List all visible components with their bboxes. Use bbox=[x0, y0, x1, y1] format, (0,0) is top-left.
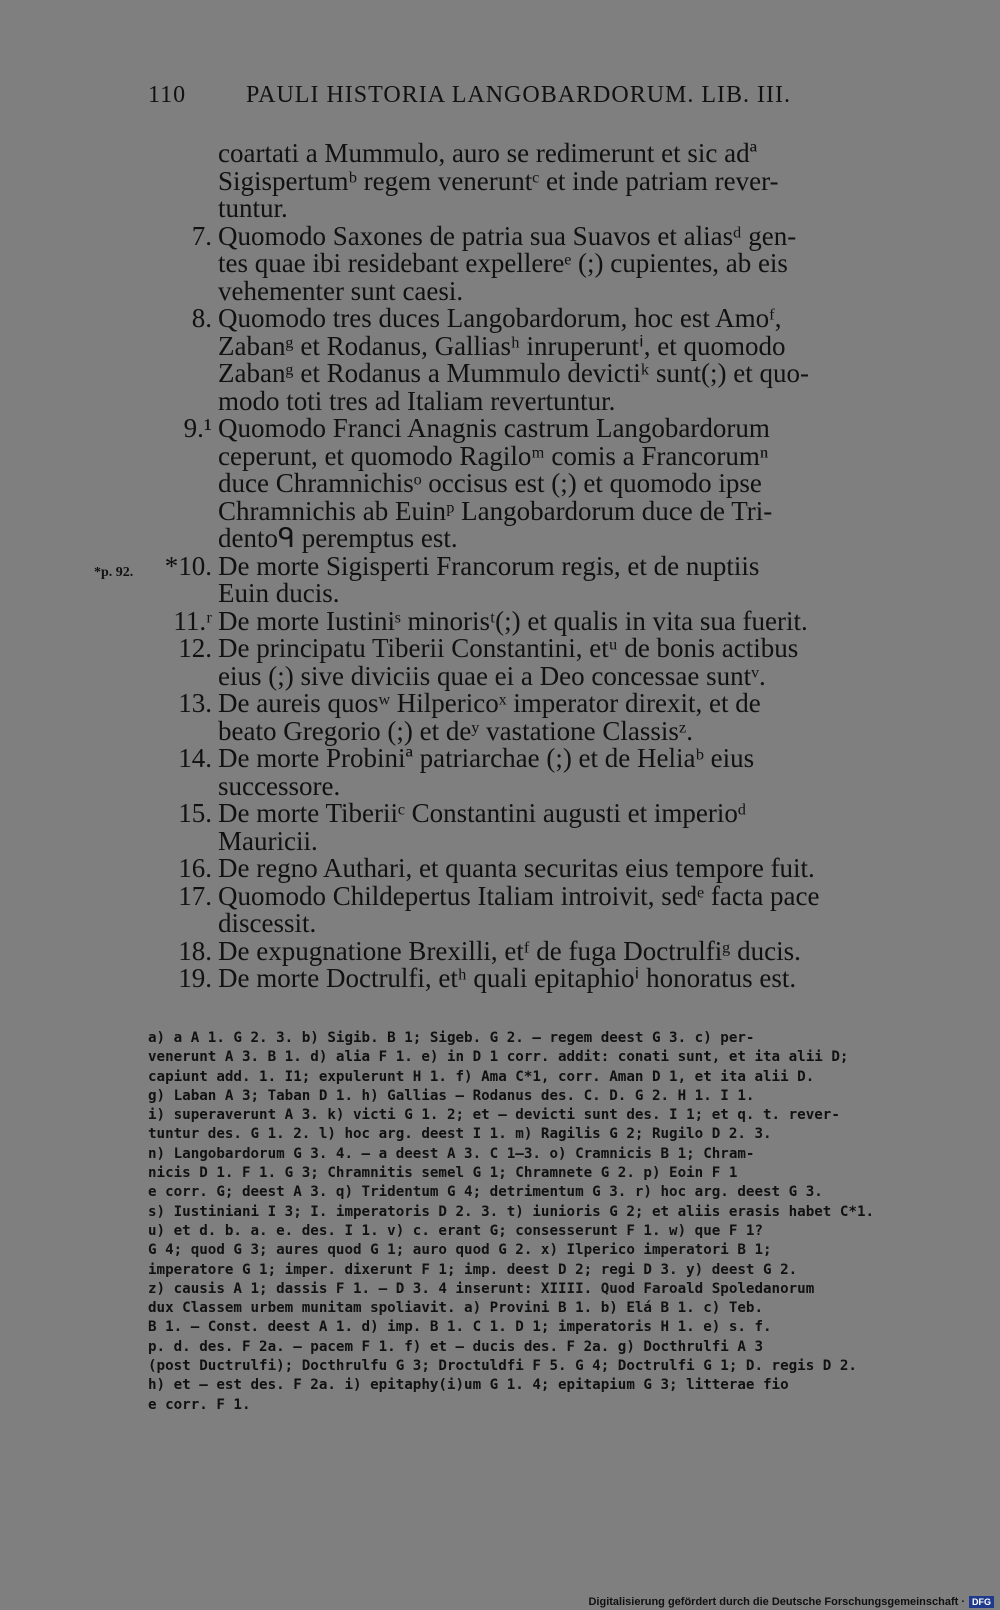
footnote-line: a) a A 1. G 2. 3. b) Sigib. B 1; Sigeb. G 2. — regem deest G 3. c) per- bbox=[148, 1030, 755, 1046]
chapter-text: Quomodo Saxones de patria sua Suavos et aliasᵈ gen- bbox=[218, 220, 797, 251]
chapter-text: coartati a Mummulo, auro se redimerunt et sic adª bbox=[218, 138, 758, 168]
chapter-number bbox=[150, 498, 218, 526]
chapter-number bbox=[150, 360, 218, 388]
footnote-line: e corr. G; deest A 3. q) Tridentum G 4; detrimentum G 3. r) hoc arg. deest G 3. bbox=[148, 1184, 823, 1201]
chapter-text: ceperunt, et quomodo Ragiloᵐ comis a Francorumⁿ bbox=[218, 440, 769, 471]
chapter-text: Quomodo Franci Anagnis castrum Langobardorum bbox=[218, 413, 770, 443]
chapter-text: De morte Tiberiiᶜ Constantini augusti et imperioᵈ bbox=[218, 798, 747, 828]
chapter-text: dentoᑫ peremptus est. bbox=[218, 523, 458, 553]
footnote-line: h) et — est des. F 2a. i) epitaphy(i)um G 1. 4; epitapium G 3; litterae fio bbox=[148, 1377, 789, 1394]
footnote-line: nicis D 1. F 1. G 3; Chramnitis semel G 1; Chramnete G 2. p) Eoin F 1 bbox=[148, 1165, 738, 1182]
chapter-text: De morte Probiniª patriarchae (;) et de Heliaᵇ eius bbox=[218, 743, 755, 773]
chapter-number: 15. bbox=[178, 798, 212, 828]
chapter-text: Sigispertumᵇ regem veneruntᶜ et inde patriam rever- bbox=[218, 165, 779, 196]
chapter-number: 14. bbox=[178, 743, 212, 773]
chapter-line bbox=[150, 360, 890, 388]
chapter-line bbox=[94, 550, 890, 581]
chapter-number bbox=[150, 388, 218, 416]
chapter-text: De morte Iustiniˢ minorisᵗ(;) et qualis in vita sua fuerit. bbox=[218, 605, 808, 636]
chapter-line bbox=[150, 825, 890, 856]
chapter-line bbox=[150, 745, 890, 773]
chapter-number: 17. bbox=[178, 880, 212, 911]
footnote-line: u) et d. b. a. e. des. I 1. v) c. erant G; consesserunt F 1. w) que F 1? bbox=[148, 1222, 763, 1239]
chapter-number bbox=[150, 195, 218, 223]
chapter-number bbox=[150, 525, 218, 553]
footnote-line: g) Laban A 3; Taban D 1. h) Gallias — Rodanus des. C. D. G 2. H 1. I 1. bbox=[148, 1087, 755, 1104]
chapter-line bbox=[150, 965, 890, 993]
chapter-line bbox=[150, 440, 890, 471]
chapter-number: 19. bbox=[178, 963, 212, 993]
footnote-line: dux Classem urbem munitam spoliavit. a) Provini B 1. b) Elá B 1. c) Teb. bbox=[148, 1300, 763, 1317]
chapter-text: modo toti tres ad Italiam revertuntur. bbox=[218, 385, 616, 416]
chapter-text: Mauricii. bbox=[218, 825, 318, 856]
chapter-line bbox=[150, 165, 890, 196]
chapter-number bbox=[150, 910, 218, 938]
chapter-line bbox=[150, 195, 890, 223]
chapter-text: vehementer sunt caesi. bbox=[218, 275, 464, 306]
chapter-text: De aureis quosʷ Hilpericoˣ imperator direxit, et de bbox=[218, 688, 761, 718]
chapter-line bbox=[150, 660, 890, 691]
chapter-number: 9.¹ bbox=[183, 413, 212, 443]
chapter-line bbox=[150, 415, 890, 443]
chapter-number: 7. bbox=[191, 220, 212, 251]
chapter-number: 11.ʳ bbox=[173, 605, 212, 636]
critical-apparatus bbox=[148, 1029, 886, 1415]
running-title: PAULI HISTORIA LANGOBARDORUM. LIB. III. bbox=[246, 82, 792, 108]
chapter-text: De expugnatione Brexilli, etᶠ de fuga Doctrulfiᵍ ducis. bbox=[218, 935, 801, 966]
footer-credit bbox=[588, 1596, 994, 1608]
chapter-line bbox=[150, 715, 890, 746]
chapter-number bbox=[150, 278, 218, 306]
chapter-number bbox=[150, 470, 218, 498]
footnote-line: n) Langobardorum G 3. 4. — a deest A 3. C 1—3. o) Cramnicis B 1; Chram- bbox=[148, 1145, 755, 1162]
chapter-text: Chramnichis ab Euinᵖ Langobardorum duce de Tri- bbox=[218, 495, 773, 526]
chapter-text: Quomodo tres duces Langobardorum, hoc est Amoᶠ, bbox=[218, 303, 782, 333]
chapter-text: beato Gregorio (;) et deʸ vastatione Classisᶻ. bbox=[218, 715, 694, 746]
chapter-line bbox=[150, 330, 890, 361]
footnote-line: (post Ductrulfi); Docthrulfu G 3; Droctuldfi F 5. G 4; Doctrulfi G 1; D. regis D 2. bbox=[148, 1358, 857, 1375]
funding-credit: Digitalisierung gefördert durch die Deutsche Forschungsgemeinschaft · bbox=[588, 1596, 965, 1608]
chapter-line bbox=[150, 800, 890, 828]
chapter-number bbox=[150, 443, 218, 471]
chapter-number: 16. bbox=[178, 853, 212, 883]
footnote-line: imperatore G 1; imper. dixerunt F 1; imp. deest D 2; regi D 3. y) deest G 2. bbox=[148, 1261, 798, 1278]
footnote-line: B 1. — Const. deest A 1. d) imp. B 1. C 1. D 1; imperatoris H 1. e) s. f. bbox=[148, 1319, 772, 1336]
chapter-number bbox=[150, 828, 218, 856]
chapter-text: tuntur. bbox=[218, 193, 288, 223]
chapter-number bbox=[150, 140, 218, 168]
chapter-number bbox=[150, 663, 218, 691]
chapter-line bbox=[150, 250, 890, 278]
chapter-number bbox=[150, 580, 218, 608]
chapter-text: Zabanᵍ et Rodanus a Mummulo devictiᵏ sunt(;) et quo- bbox=[218, 358, 810, 388]
chapter-line bbox=[150, 935, 890, 966]
chapter-line bbox=[150, 385, 890, 416]
chapter-line bbox=[150, 140, 890, 168]
chapter-line bbox=[150, 580, 890, 608]
chapter-list bbox=[94, 138, 890, 993]
chapter-line bbox=[150, 910, 890, 938]
chapter-text: duce Chramnichisᵒ occisus est (;) et quomodo ipse bbox=[218, 468, 762, 498]
chapter-text: Euin ducis. bbox=[218, 578, 340, 608]
chapter-line bbox=[150, 470, 890, 498]
footnote-line: tuntur des. G 1. 2. l) hoc arg. deest I 1. m) Ragilis G 2; Rugilo D 2. 3. bbox=[148, 1126, 772, 1143]
chapter-number bbox=[150, 250, 218, 278]
running-header bbox=[148, 82, 798, 109]
chapter-number bbox=[150, 168, 218, 196]
footnote-line: venerunt A 3. B 1. d) alia F 1. e) in D 1 corr. addit: conati sunt, et ita alii D; bbox=[148, 1049, 849, 1066]
chapter-number: 8. bbox=[191, 303, 212, 333]
chapter-line bbox=[150, 635, 890, 663]
chapter-number bbox=[150, 333, 218, 361]
chapter-text: eius (;) sive diviciis quae ei a Deo concessae suntᵛ. bbox=[218, 660, 766, 691]
chapter-line bbox=[150, 690, 890, 718]
chapter-line bbox=[150, 220, 890, 251]
chapter-line bbox=[150, 855, 890, 883]
chapter-line bbox=[150, 305, 890, 333]
dfg-logo: DFG bbox=[969, 1596, 994, 1608]
chapter-text: tes quae ibi residebant expellereᵉ (;) cupientes, ab eis bbox=[218, 248, 788, 278]
chapter-number: 13. bbox=[178, 688, 212, 718]
chapter-number: 12. bbox=[178, 633, 212, 663]
footnote-line: capiunt add. 1. I1; expulerunt H 1. f) Ama C*1, corr. Aman D 1, et ita alii D. bbox=[148, 1068, 815, 1085]
margin-page-ref: *p. 92. bbox=[94, 564, 134, 580]
chapter-line bbox=[150, 275, 890, 306]
chapter-line bbox=[150, 495, 890, 526]
footnote-line: p. d. des. F 2a. — pacem F 1. f) et — ducis des. F 2a. g) Docthrulfi A 3 bbox=[148, 1338, 763, 1355]
chapter-text: Zabanᵍ et Rodanus, Galliasʰ inruperuntⁱ, et quomodo bbox=[218, 330, 786, 361]
chapter-text: De morte Doctrulfi, etʰ quali epitaphioⁱ honoratus est. bbox=[218, 963, 797, 993]
footnote-line: G 4; quod G 3; aures quod G 1; auro quod G 2. x) Ilperico imperatori B 1; bbox=[148, 1242, 772, 1259]
chapter-number: *10. bbox=[164, 550, 212, 581]
chapter-line bbox=[150, 770, 890, 801]
page-number: 110 bbox=[148, 82, 187, 108]
chapter-number: 18. bbox=[178, 935, 212, 966]
chapter-text: De principatu Tiberii Constantini, etᵘ de bonis actibus bbox=[218, 633, 799, 663]
chapter-line bbox=[150, 525, 890, 553]
chapter-line bbox=[150, 880, 890, 911]
footnote-line: z) causis A 1; dassis F 1. — D 3. 4 inserunt: XIIII. Quod Faroald Spoledanorum bbox=[148, 1280, 815, 1297]
chapter-number bbox=[150, 773, 218, 801]
footnote-line: i) superaverunt A 3. k) victi G 1. 2; et — devicti sunt des. I 1; et q. t. rever- bbox=[148, 1107, 840, 1124]
footnote-line: e corr. F 1. bbox=[148, 1396, 251, 1413]
chapter-line bbox=[150, 605, 890, 636]
chapter-text: discessit. bbox=[218, 908, 317, 938]
footnote-line: s) Iustiniani I 3; I. imperatoris D 2. 3. t) iunioris G 2; et aliis erasis habet C*1. bbox=[148, 1203, 875, 1220]
chapter-text: De morte Sigisperti Francorum regis, et de nuptiis bbox=[218, 550, 760, 581]
chapter-text: successore. bbox=[218, 770, 341, 801]
chapter-text: De regno Authari, et quanta securitas eius tempore fuit. bbox=[218, 853, 815, 883]
chapter-number bbox=[150, 718, 218, 746]
chapter-text: Quomodo Childepertus Italiam introivit, sedᵉ facta pace bbox=[218, 880, 820, 911]
